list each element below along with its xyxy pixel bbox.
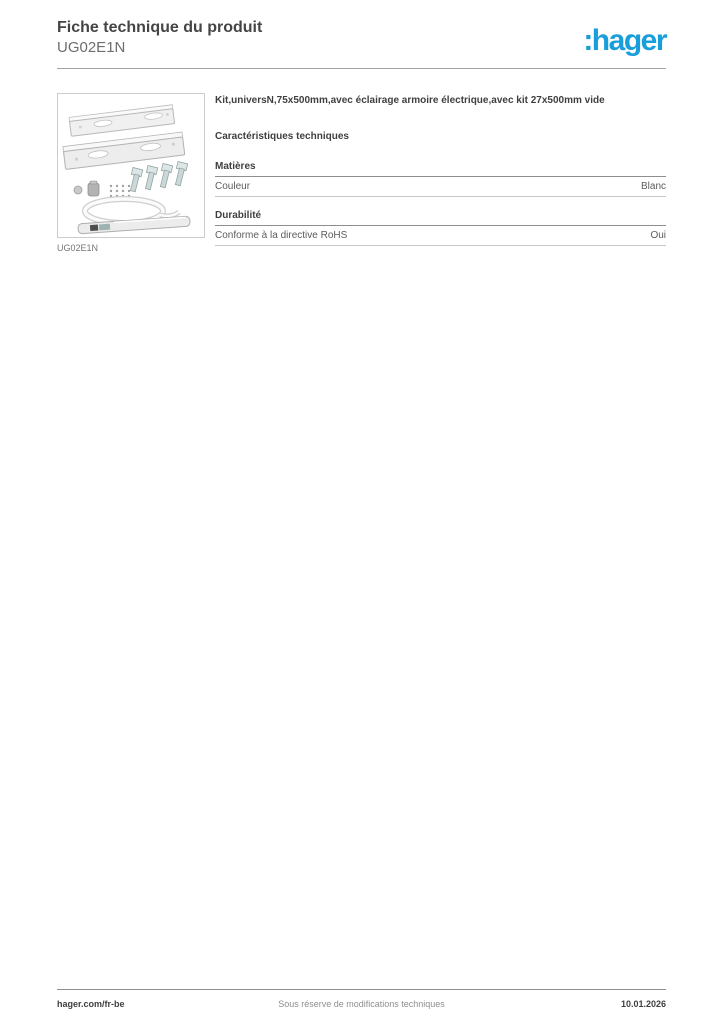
header-divider bbox=[57, 68, 666, 69]
spec-value: Oui bbox=[650, 230, 666, 241]
product-image-column bbox=[57, 93, 205, 253]
product-code: UG02E1N bbox=[57, 39, 126, 57]
product-image-caption: UG02E1N bbox=[57, 243, 99, 253]
spec-label: Couleur bbox=[215, 181, 251, 192]
spec-value: Blanc bbox=[640, 181, 666, 192]
spec-row-rohs bbox=[215, 226, 666, 246]
product-image bbox=[57, 93, 205, 238]
spec-section-title: Matières bbox=[215, 161, 666, 177]
spec-section-matieres bbox=[215, 161, 666, 197]
specs-column bbox=[215, 93, 666, 253]
main-content bbox=[57, 93, 666, 253]
spec-section-durabilite bbox=[215, 210, 666, 246]
hager-logo: :hager bbox=[583, 24, 666, 57]
footer-disclaimer: Sous réserve de modifications techniques bbox=[278, 999, 445, 1009]
footer-date: 10.01.2026 bbox=[620, 999, 666, 1009]
spec-row-couleur bbox=[215, 177, 666, 197]
page-title: Fiche technique du produit bbox=[57, 19, 263, 36]
spec-label: Conforme à la directive RoHS bbox=[215, 230, 348, 241]
footer-website: hager.com/fr-be bbox=[57, 999, 125, 1009]
product-illustration-icon bbox=[58, 94, 204, 237]
page-header bbox=[57, 19, 666, 56]
specs-heading: Caractéristiques techniques bbox=[215, 131, 349, 142]
product-description: Kit,universN,75x500mm,avec éclairage armoire électrique,avec kit 27x500mm vide bbox=[215, 95, 605, 106]
footer-divider bbox=[57, 989, 666, 990]
header-titles bbox=[57, 19, 262, 56]
spec-section-title: Durabilité bbox=[215, 210, 666, 226]
page-footer bbox=[57, 999, 666, 1009]
